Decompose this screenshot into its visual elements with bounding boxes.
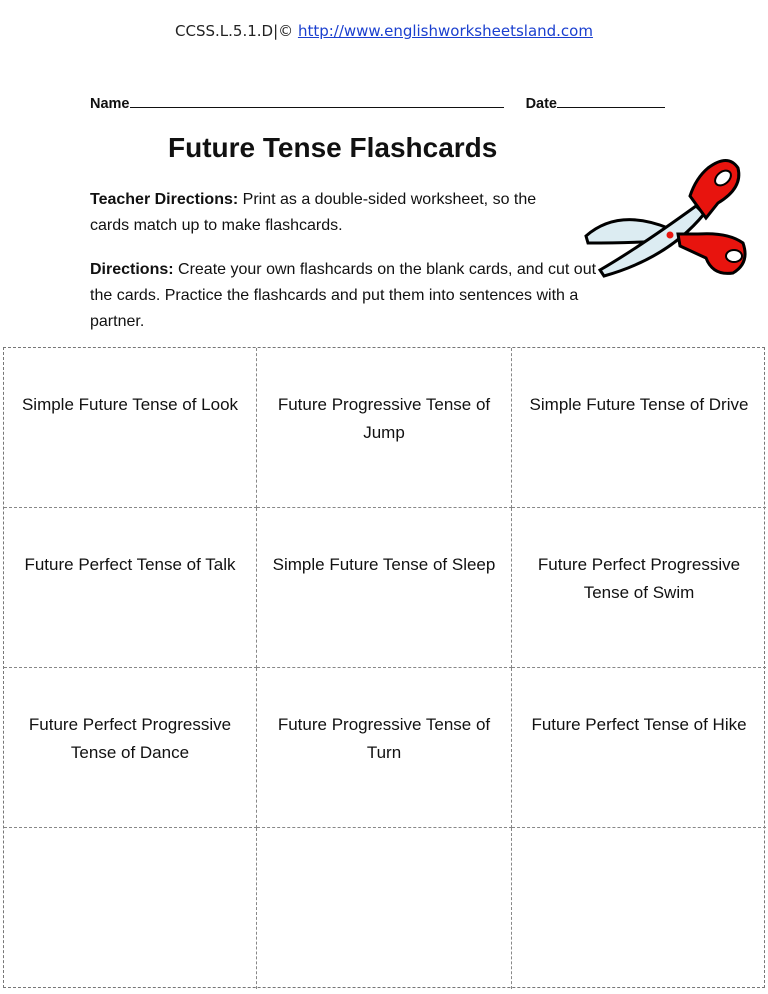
- blank-flashcard: [512, 828, 766, 989]
- date-line[interactable]: [557, 93, 665, 108]
- blank-flashcard: [257, 828, 512, 989]
- flashcard: Simple Future Tense of Look: [4, 348, 257, 508]
- flashcard: Future Perfect Progressive Tense of Dance: [4, 668, 257, 828]
- name-line[interactable]: [130, 93, 504, 108]
- page-title: Future Tense Flashcards: [168, 132, 498, 163]
- name-date-row: [90, 93, 665, 112]
- flashcard: Simple Future Tense of Sleep: [257, 508, 512, 668]
- page-header: [0, 22, 768, 40]
- flashcard: Future Perfect Tense of Hike: [512, 668, 766, 828]
- flashcard: Future Perfect Tense of Talk: [4, 508, 257, 668]
- scissors-icon: [578, 148, 748, 278]
- flashcard: Future Progressive Tense of Jump: [257, 348, 512, 508]
- flashcard: Future Progressive Tense of Turn: [257, 668, 512, 828]
- flashcard-grid: [3, 347, 765, 988]
- teacher-directions: [90, 187, 570, 239]
- blank-flashcard: [4, 828, 257, 989]
- directions: [90, 257, 620, 335]
- teacher-directions-label: Teacher Directions:: [90, 191, 239, 208]
- date-label: Date: [525, 96, 557, 112]
- website-link[interactable]: http://www.englishworksheetsland.com: [297, 22, 593, 40]
- standard-code: CCSS.L.5.1.D|©: [175, 22, 294, 40]
- directions-label: Directions:: [90, 261, 174, 278]
- flashcard: Simple Future Tense of Drive: [512, 348, 766, 508]
- name-label: Name: [90, 96, 130, 112]
- flashcard: Future Perfect Progressive Tense of Swim: [512, 508, 766, 668]
- teacher-directions-text: Print as a double-sided worksheet, so the cards match up to make flashcards.: [90, 191, 537, 234]
- directions-text: Create your own flashcards on the blank cards, and cut out the cards. Practice the flashcards and put them into sentences with a partner.: [90, 261, 597, 330]
